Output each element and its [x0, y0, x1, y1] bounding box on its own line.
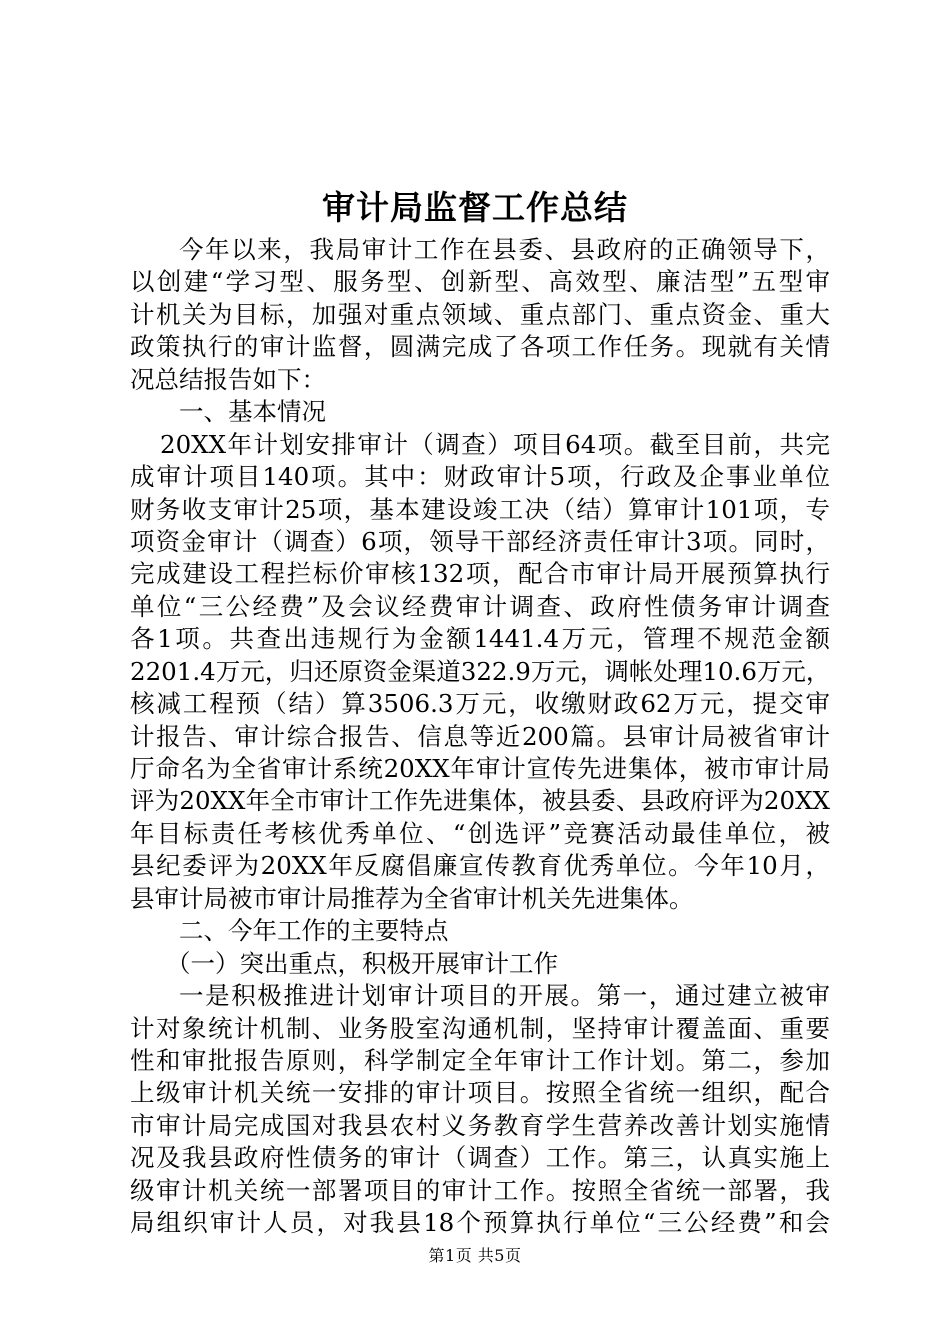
text-line: 性和审批报告原则，科学制定全年审计工作计划。第二，参加 — [130, 1045, 830, 1075]
text-line: 政策执行的审计监督，圆满完成了各项工作任务。现就有关情 — [130, 332, 830, 362]
text-line: 完成建设工程拦标价审核132项，配合市审计局开展预算执行 — [130, 559, 830, 589]
text-line: 各1项。共查出违规行为金额1441.4万元，管理不规范金额 — [130, 624, 830, 654]
text-line: 以创建“学习型、服务型、创新型、高效型、廉洁型”五型审 — [130, 267, 830, 297]
text-line: 计对象统计机制、业务股室沟通机制，坚持审计覆盖面、重要 — [130, 1013, 830, 1043]
text-line: 2201.4万元，归还原资金渠道322.9万元，调帐处理10.6万元， — [130, 656, 831, 686]
text-line: 项资金审计（调查）6项，领导干部经济责任审计3项。同时， — [130, 526, 830, 556]
section-heading: 一、基本情况 — [179, 397, 326, 427]
text-line: 况及我县政府性债务的审计（调查）工作。第三，认真实施上 — [130, 1143, 830, 1173]
text-line: 评为20XX年全市审计工作先进集体，被县委、县政府评为20XX — [130, 786, 830, 816]
subsection-heading: （一）突出重点，积极开展审计工作 — [166, 948, 558, 978]
text-line: 厅命名为全省审计系统20XX年审计宣传先进集体，被市审计局 — [130, 754, 830, 783]
text-line: 局组织审计人员，对我县18个预算执行单位“三公经费”和会 — [130, 1208, 830, 1238]
text-line: 县纪委评为20XX年反腐倡廉宣传教育优秀单位。今年10月， — [130, 851, 830, 881]
text-line: 年目标责任考核优秀单位、“创选评”竞赛活动最佳单位，被 — [130, 818, 830, 848]
text-line: 20XX年计划安排审计（调查）项目64项。截至目前，共完 — [160, 429, 830, 459]
text-line: 财务收支审计25项，基本建设竣工决（结）算审计101项，专 — [130, 494, 830, 524]
text-line: 计报告、审计综合报告、信息等近200篇。县审计局被省审计 — [130, 721, 830, 751]
text-line: 况总结报告如下： — [130, 364, 326, 394]
document-title: 审计局监督工作总结 — [322, 188, 628, 227]
text-line: 市审计局完成国对我县农村义务教育学生营养改善计划实施情 — [130, 1110, 830, 1140]
section-heading: 二、今年工作的主要特点 — [179, 916, 449, 946]
text-line: 今年以来，我局审计工作在县委、县政府的正确领导下， — [179, 235, 830, 264]
text-line: 一是积极推进计划审计项目的开展。第一，通过建立被审 — [179, 981, 830, 1011]
text-line: 级审计机关统一部署项目的审计工作。按照全省统一部署，我 — [130, 1175, 830, 1205]
text-line: 单位“三公经费”及会议经费审计调查、政府性债务审计调查 — [130, 591, 830, 621]
text-line: 上级审计机关统一安排的审计项目。按照全省统一组织，配合 — [130, 1078, 830, 1108]
text-line: 县审计局被市审计局推荐为全省审计机关先进集体。 — [130, 883, 694, 913]
page-footer: 第1页 共5页 — [428, 1246, 522, 1265]
text-line: 成审计项目140项。其中：财政审计5项，行政及企事业单位 — [130, 462, 830, 492]
text-line: 核减工程预（结）算3506.3万元，收缴财政62万元，提交审 — [130, 689, 830, 719]
text-line: 计机关为目标，加强对重点领域、重点部门、重点资金、重大 — [130, 299, 830, 329]
document-body — [130, 234, 830, 1240]
